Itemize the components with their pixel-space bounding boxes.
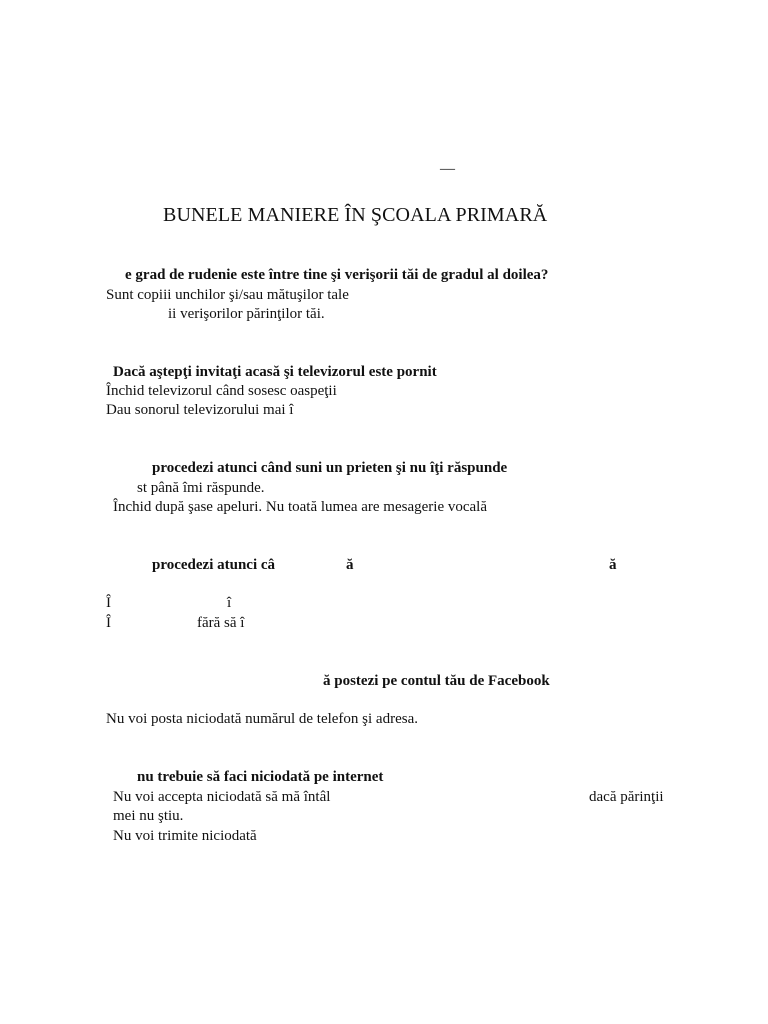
question-5: ă postezi pe contul tău de Facebook: [323, 673, 550, 689]
question-3: procedezi atunci când suni un prieten şi nu îţi răspunde: [152, 460, 508, 476]
answer-1b: ii verişorilor părinţilor tăi.: [168, 306, 325, 322]
answer-3b: Închid după şase apeluri. Nu toată lumea are mesagerie vocală: [113, 499, 487, 515]
answer-2a: Închid televizorul când sosesc oaspeţii: [106, 383, 337, 399]
top-dash: —: [440, 161, 455, 177]
page-title: BUNELE MANIERE ÎN ŞCOALA PRIMARĂ: [163, 204, 548, 226]
question-4-part1: procedezi atunci câ: [152, 557, 276, 573]
answer-5a: Nu voi posta niciodată numărul de telefon şi adresa.: [106, 711, 418, 727]
answer-1a: Sunt copiii unchilor şi/sau mătuşilor tale: [106, 287, 349, 303]
answer-4a-part1: Î: [106, 595, 111, 611]
question-4-part3: ă: [609, 557, 617, 573]
answer-4b-part2: fără să î: [197, 615, 245, 631]
answer-6a-part2: dacă părinţii: [589, 789, 664, 805]
question-6: nu trebuie să faci niciodată pe internet: [137, 769, 384, 785]
question-1: e grad de rudenie este între tine şi verişorii tăi de gradul al doilea?: [125, 267, 549, 283]
answer-4a-part2: î: [227, 595, 232, 611]
answer-2b: Dau sonorul televizorului mai î: [106, 402, 294, 418]
answer-6a-part1: Nu voi accepta niciodată să mă întâl: [113, 789, 331, 805]
answer-3a: st până îmi răspunde.: [137, 480, 265, 496]
answer-6a-continued: mei nu ştiu.: [113, 808, 184, 824]
answer-4b-part1: Î: [106, 615, 111, 631]
answer-6b: Nu voi trimite niciodată: [113, 828, 257, 844]
question-4-part2: ă: [346, 557, 354, 573]
question-2: Dacă aştepţi invitaţi acasă şi televizorul este pornit: [113, 364, 437, 380]
